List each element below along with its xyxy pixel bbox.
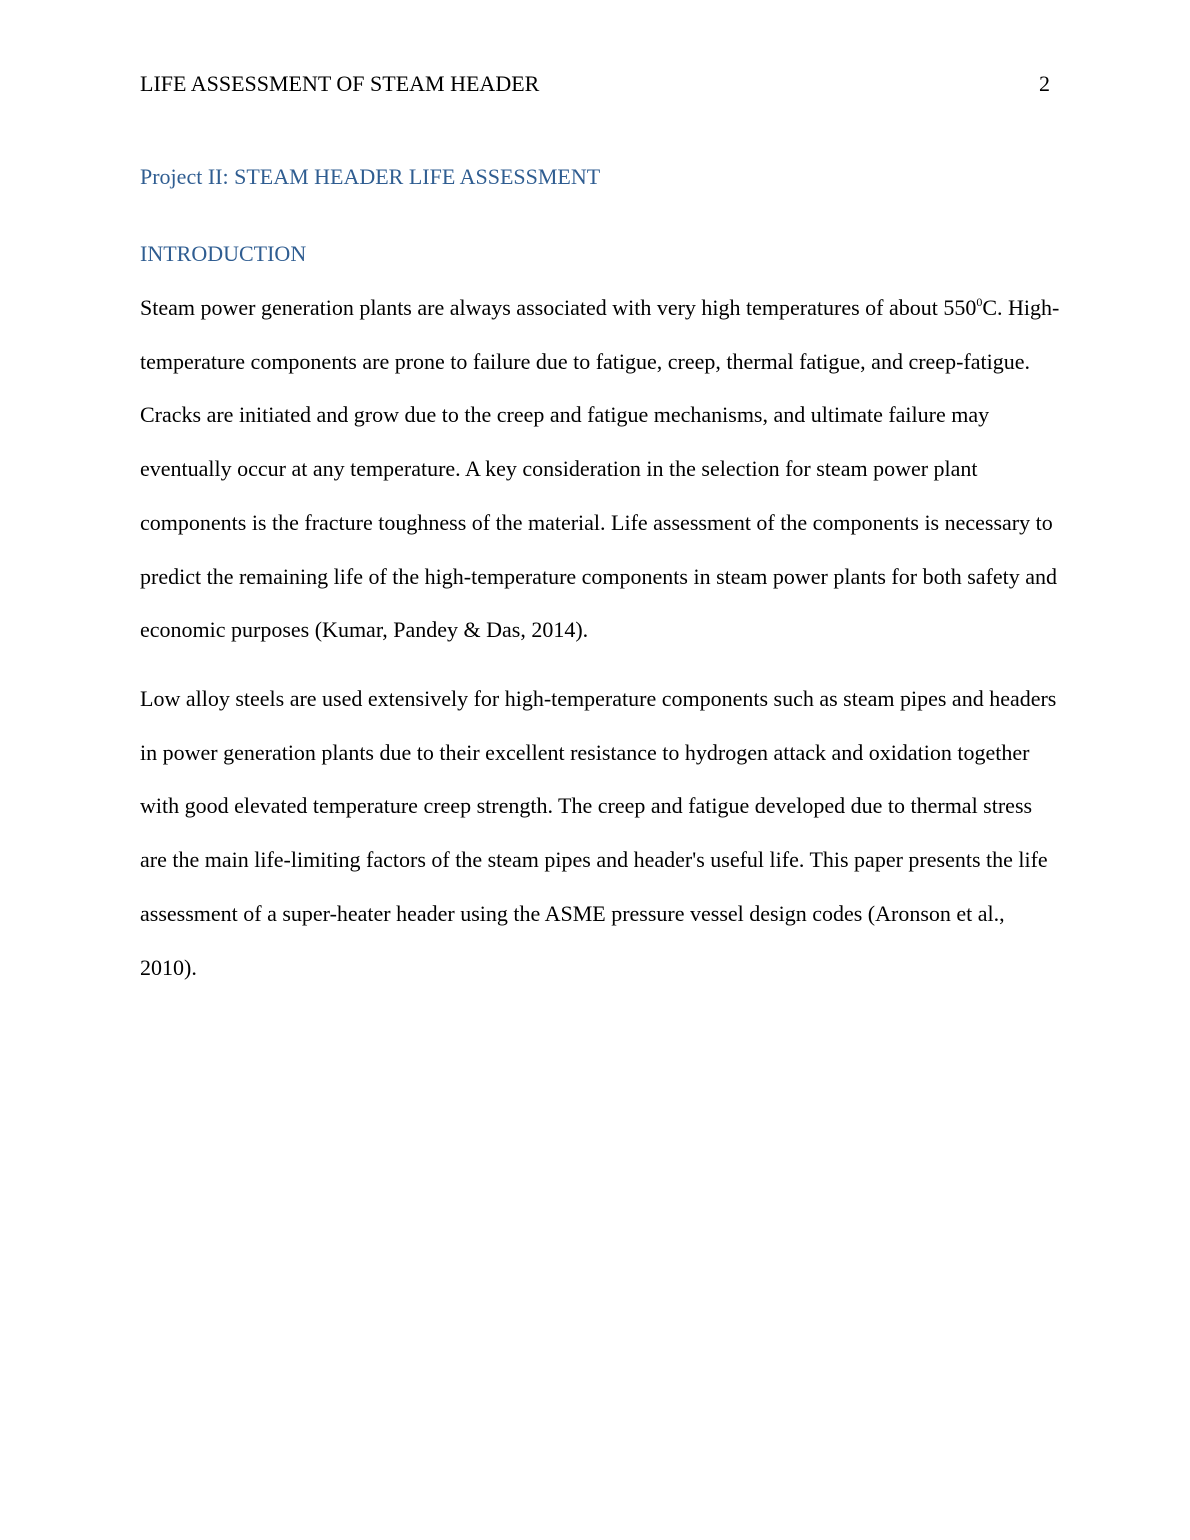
running-title: LIFE ASSESSMENT OF STEAM HEADER bbox=[140, 71, 540, 96]
document-title: Project II: STEAM HEADER LIFE ASSESSMENT bbox=[140, 164, 601, 189]
section-heading: INTRODUCTION bbox=[140, 241, 307, 266]
running-header bbox=[140, 70, 1050, 98]
degree-superscript: 0 bbox=[976, 295, 983, 309]
paragraph-1-lead: Steam power generation plants are always associated with very high temperatures of about 550 bbox=[140, 295, 977, 320]
body-paragraph-2: Low alloy steels are used extensively for high-temperature components such as steam pipes and headers in power generation plants due to their excellent resistance to hydrogen attack and oxidation together with good elevated temperature creep strength. The creep and fatigue developed due to thermal stress are the main life-limiting factors of the steam pipes and header's useful life. This paper presents the life assessment of a super-heater header using the ASME pressure vessel design codes (Aronson et al., 2010). bbox=[140, 686, 1057, 980]
paragraph-1-rest: C. High-temperature components are prone to failure due to fatigue, creep, thermal fatigue, and creep-fatigue. Cracks are initiated and grow due to the creep and fatigue mechanisms, and ultimate failure may eventually occur at any temperature. A key consideration in the selection for steam power plant components is the fracture toughness of the material. Life assessment of the components is necessary to predict the remaining life of the high-temperature components in steam power plants for both safety and economic purposes (Kumar, Pandey & Das, 2014). bbox=[140, 295, 1060, 643]
body-paragraph-1 bbox=[140, 281, 1060, 657]
page-number: 2 bbox=[1039, 71, 1050, 96]
